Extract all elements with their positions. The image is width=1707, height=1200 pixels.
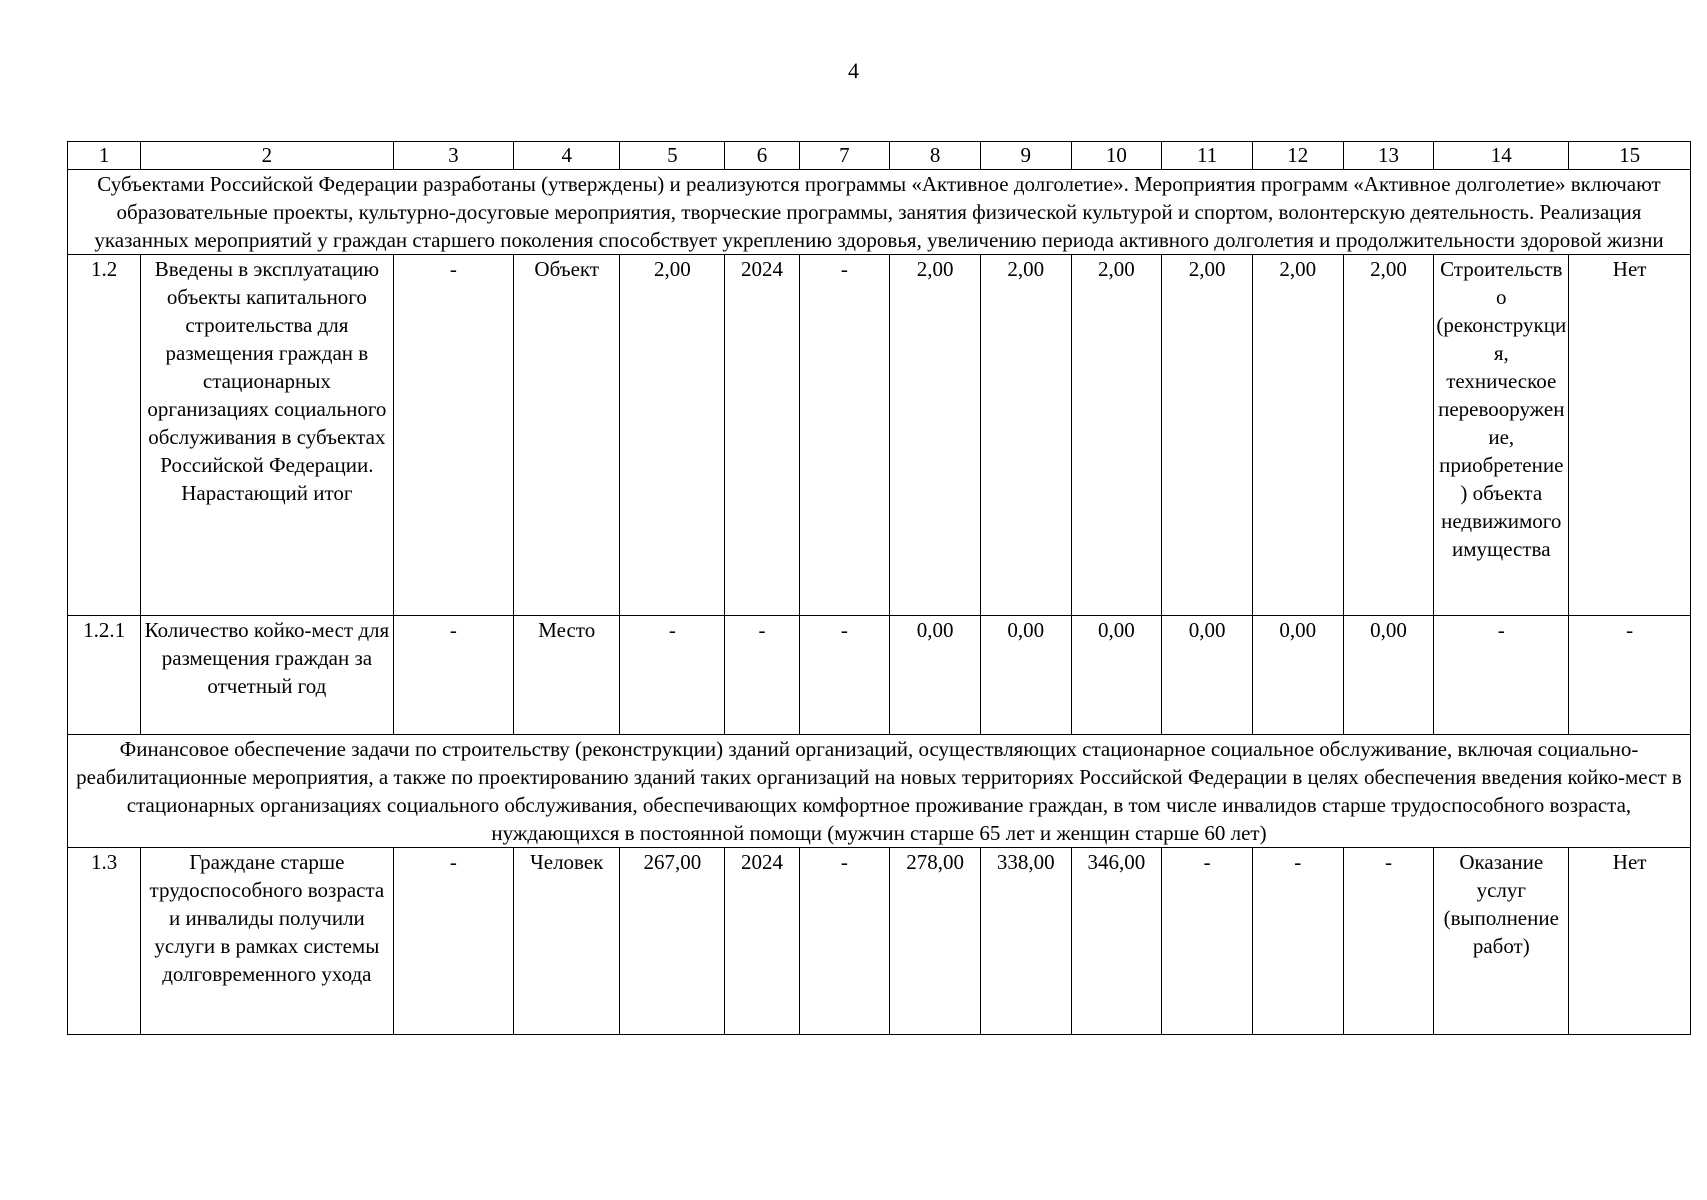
column-header-4: 4 — [514, 142, 620, 170]
cell-col-15: - — [1569, 616, 1691, 735]
column-header-5: 5 — [620, 142, 725, 170]
value-cell: 2,00 — [890, 255, 981, 616]
value-cell: 338,00 — [980, 848, 1071, 1035]
cell-col-3: - — [393, 616, 514, 735]
row-number: 1.3 — [68, 848, 141, 1035]
unit-cell: Человек — [514, 848, 620, 1035]
row-number: 1.2 — [68, 255, 141, 616]
section-row — [68, 735, 1691, 848]
column-header-15: 15 — [1569, 142, 1691, 170]
column-header-12: 12 — [1252, 142, 1343, 170]
cell-col-3: - — [393, 848, 514, 1035]
indicators-table — [67, 141, 1691, 1035]
value-cell: 2,00 — [980, 255, 1071, 616]
column-header-10: 10 — [1071, 142, 1162, 170]
column-number-row — [68, 142, 1691, 170]
value-cell: 0,00 — [890, 616, 981, 735]
table-row — [68, 616, 1691, 735]
cell-col-7: - — [799, 255, 890, 616]
result-type-cell: Оказание услуг (выполнение работ) — [1434, 848, 1569, 1035]
section-text-financing: Финансовое обеспечение задачи по строительству (реконструкции) зданий организаций, осуществляющих стационарное социальное обслуживание, включая социально-реабилитационные мероприятия, а также по проектированию зданий таких организаций на новых территориях Российской Федерации в целях обеспечения введения койко-мест в стационарных организациях социального обслуживания, обеспечивающих комфортное проживание граждан, в том числе инвалидов старше трудоспособного возраста, нуждающихся в постоянной помощи (мужчин старше 65 лет и женщин старше 60 лет) — [68, 735, 1691, 848]
value-cell: - — [1162, 848, 1253, 1035]
cell-col-15: Нет — [1569, 848, 1691, 1035]
value-cell: - — [1343, 848, 1434, 1035]
value-cell: 0,00 — [980, 616, 1071, 735]
value-cell: 346,00 — [1071, 848, 1162, 1035]
value-cell: 278,00 — [890, 848, 981, 1035]
base-value-cell: 267,00 — [620, 848, 725, 1035]
cell-col-15: Нет — [1569, 255, 1691, 616]
column-header-1: 1 — [68, 142, 141, 170]
value-cell: 0,00 — [1252, 616, 1343, 735]
column-header-7: 7 — [799, 142, 890, 170]
value-cell: 2,00 — [1071, 255, 1162, 616]
table-row — [68, 848, 1691, 1035]
base-year-cell: 2024 — [725, 255, 799, 616]
value-cell: 0,00 — [1343, 616, 1434, 735]
column-header-9: 9 — [980, 142, 1071, 170]
base-year-cell: - — [725, 616, 799, 735]
cell-col-7: - — [799, 848, 890, 1035]
value-cell: 2,00 — [1343, 255, 1434, 616]
value-cell: 0,00 — [1162, 616, 1253, 735]
value-cell: 0,00 — [1071, 616, 1162, 735]
table-row — [68, 255, 1691, 616]
value-cell: 2,00 — [1252, 255, 1343, 616]
column-header-13: 13 — [1343, 142, 1434, 170]
indicator-name: Граждане старше трудоспособного возраста и инвалиды получили услуги в рамках системы долговременного ухода — [141, 848, 393, 1035]
section-text-active-longevity: Субъектами Российской Федерации разработаны (утверждены) и реализуются программы «Активное долголетие». Мероприятия программ «Активное долголетие» включают образовательные проекты, культурно-досуговые мероприятия, творческие программы, занятия физической культурой и спортом, волонтерскую деятельность. Реализация указанных мероприятий у граждан старшего поколения способствует укреплению здоровья, увеличению периода активного долголетия и продолжительности здоровой жизни — [68, 170, 1691, 255]
column-header-2: 2 — [141, 142, 393, 170]
result-type-cell: Строительство (реконструкция, техническое перевооружение, приобретение) объекта недвижимого имущества — [1434, 255, 1569, 616]
unit-cell: Объект — [514, 255, 620, 616]
column-header-8: 8 — [890, 142, 981, 170]
value-cell: - — [1252, 848, 1343, 1035]
value-cell: 2,00 — [1162, 255, 1253, 616]
column-header-11: 11 — [1162, 142, 1253, 170]
cell-col-3: - — [393, 255, 514, 616]
unit-cell: Место — [514, 616, 620, 735]
base-year-cell: 2024 — [725, 848, 799, 1035]
result-type-cell: - — [1434, 616, 1569, 735]
column-header-6: 6 — [725, 142, 799, 170]
indicator-name: Введены в эксплуатацию объекты капитального строительства для размещения граждан в стационарных организациях социального обслуживания в субъектах Российской Федерации. Нарастающий итог — [141, 255, 393, 616]
row-number: 1.2.1 — [68, 616, 141, 735]
base-value-cell: - — [620, 616, 725, 735]
cell-col-7: - — [799, 616, 890, 735]
page-number: 4 — [848, 58, 859, 83]
section-row — [68, 170, 1691, 255]
column-header-14: 14 — [1434, 142, 1569, 170]
column-header-3: 3 — [393, 142, 514, 170]
base-value-cell: 2,00 — [620, 255, 725, 616]
indicator-name: Количество койко-мест для размещения граждан за отчетный год — [141, 616, 393, 735]
